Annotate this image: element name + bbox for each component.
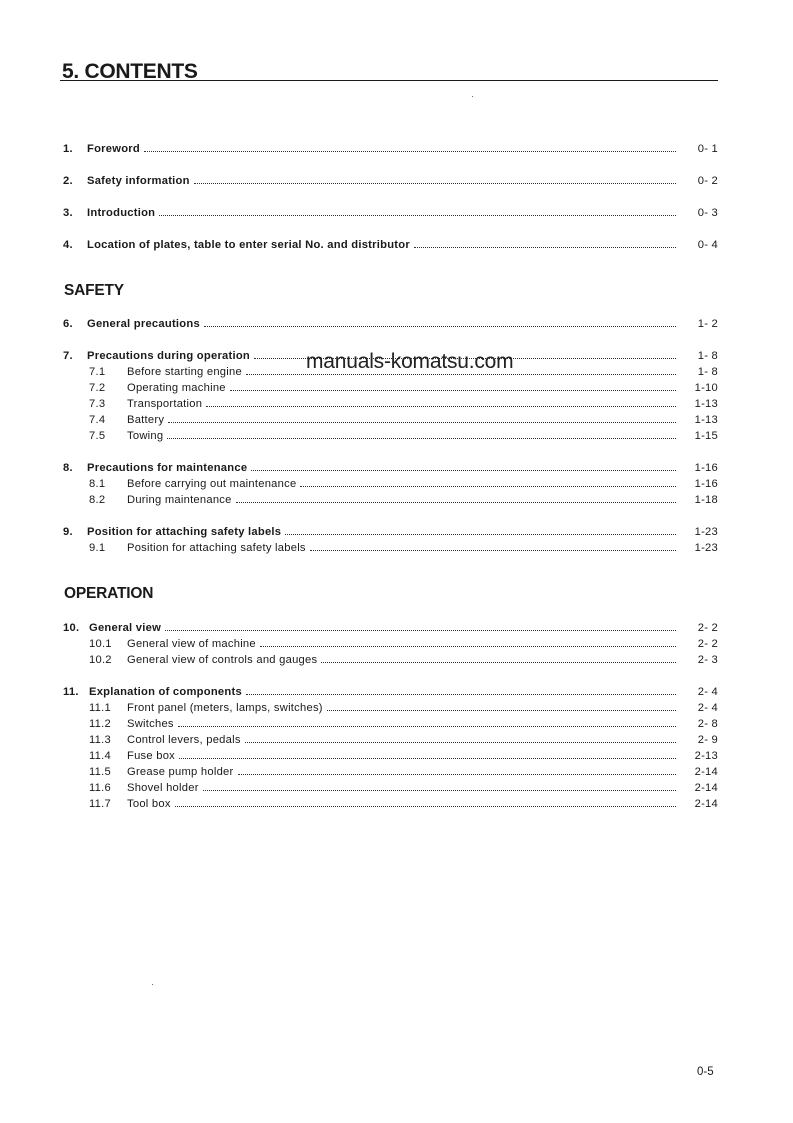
toc-entry-title: General view [89, 622, 162, 634]
toc-entry-title: Before carrying out maintenance [127, 478, 297, 490]
toc-subentry-transportation[interactable] [63, 395, 718, 410]
dot-leader [260, 646, 676, 647]
toc-entry-title: Shovel holder [127, 782, 199, 794]
title-divider [60, 80, 718, 81]
toc-subentry-switches[interactable] [63, 715, 718, 730]
toc-entry-title: Explanation of components [89, 686, 242, 698]
toc-entry-title: Position for attaching safety labels [87, 526, 282, 538]
toc-entry-number: 10.1 [89, 638, 112, 650]
toc-entry-precautions-for-maintenance[interactable] [63, 459, 718, 474]
toc-entry-page: 1- 8 [697, 366, 718, 378]
toc-entry-explanation-of-components[interactable] [63, 683, 718, 698]
toc-entry-number: 11.3 [89, 734, 111, 746]
toc-entry-page: 1-23 [694, 542, 718, 554]
toc-entry-foreword[interactable] [63, 140, 718, 155]
dot-leader [321, 662, 676, 663]
toc-subentry-front-panel[interactable] [63, 699, 718, 714]
page-number: 0-5 [697, 1066, 714, 1078]
toc-entry-page: 2-13 [694, 750, 718, 762]
toc-entry-number: 4. [63, 239, 73, 251]
toc-subentry-during-maintenance[interactable] [63, 491, 718, 506]
toc-entry-page: 2- 4 [697, 702, 718, 714]
dot-leader [300, 486, 676, 487]
toc-entry-title: Before starting engine [127, 366, 242, 378]
toc-entry-page: 1-23 [694, 526, 718, 538]
toc-entry-title: Introduction [87, 207, 156, 219]
toc-subentry-towing[interactable] [63, 427, 718, 442]
toc-entry-number: 10. [63, 622, 80, 634]
toc-entry-number: 8. [63, 462, 73, 474]
toc-entry-title: Operating machine [127, 382, 226, 394]
toc-entry-general-view[interactable] [63, 619, 718, 634]
dot-leader [165, 630, 676, 631]
toc-subentry-operating-machine[interactable] [63, 379, 718, 394]
toc-entry-title: Fuse box [127, 750, 176, 762]
toc-entry-page: 0- 4 [697, 239, 718, 251]
scan-speck [472, 96, 473, 97]
toc-entry-title: Battery [127, 414, 165, 426]
toc-entry-title: Safety information [87, 175, 190, 187]
dot-leader [168, 422, 676, 423]
toc-entry-title: Towing [127, 430, 164, 442]
toc-entry-number: 11.4 [89, 750, 111, 762]
toc-entry-number: 8.2 [89, 494, 106, 506]
toc-entry-number: 11.1 [89, 702, 111, 714]
watermark-text: manuals-komatsu.com [306, 350, 514, 373]
dot-leader [194, 183, 676, 184]
dot-leader [251, 470, 676, 471]
toc-entry-introduction[interactable] [63, 204, 718, 219]
toc-entry-number: 7.1 [89, 366, 106, 378]
toc-entry-number: 8.1 [89, 478, 106, 490]
toc-entry-title: During maintenance [127, 494, 232, 506]
toc-entry-page: 1-15 [694, 430, 718, 442]
toc-entry-page: 1-13 [694, 414, 718, 426]
dot-leader [144, 151, 676, 152]
toc-entry-number: 9. [63, 526, 73, 538]
toc-entry-number: 6. [63, 318, 73, 330]
toc-entry-page: 1-16 [694, 478, 718, 490]
toc-entry-title: Transportation [127, 398, 203, 410]
toc-entry-page: 2-14 [694, 766, 718, 778]
toc-entry-page: 1-18 [694, 494, 718, 506]
dot-leader [238, 774, 677, 775]
toc-entry-title: Switches [127, 718, 174, 730]
toc-entry-number: 11.2 [89, 718, 111, 730]
toc-entry-page: 2- 9 [697, 734, 718, 746]
toc-entry-title: Precautions during operation [87, 350, 251, 362]
toc-entry-page: 0- 2 [697, 175, 718, 187]
toc-subentry-grease-pump-holder[interactable] [63, 763, 718, 778]
toc-entry-title: Front panel (meters, lamps, switches) [127, 702, 323, 714]
dot-leader [285, 534, 676, 535]
toc-subentry-general-view-of-machine[interactable] [63, 635, 718, 650]
dot-leader [246, 374, 676, 375]
toc-entry-number: 9.1 [89, 542, 106, 554]
toc-entry-location-of-plates[interactable] [63, 236, 718, 251]
toc-entry-number: 7.5 [89, 430, 106, 442]
dot-leader [179, 758, 676, 759]
toc-entry-number: 1. [63, 143, 73, 155]
toc-entry-number: 11.7 [89, 798, 111, 810]
toc-subentry-general-view-of-controls[interactable] [63, 651, 718, 666]
toc-entry-number: 7. [63, 350, 73, 362]
toc-entry-title: General view of machine [127, 638, 256, 650]
dot-leader [203, 790, 676, 791]
toc-entry-title: Position for attaching safety labels [127, 542, 306, 554]
dot-leader [246, 694, 676, 695]
dot-leader [230, 390, 676, 391]
dot-leader [310, 550, 676, 551]
dot-leader [167, 438, 676, 439]
toc-entry-page: 0- 3 [697, 207, 718, 219]
page-title: 5. CONTENTS [62, 60, 198, 83]
toc-entry-title: General precautions [87, 318, 200, 330]
toc-entry-title: Foreword [87, 143, 140, 155]
toc-entry-position-for-safety-labels[interactable] [63, 523, 718, 538]
dot-leader [159, 215, 676, 216]
toc-entry-page: 2- 2 [697, 622, 718, 634]
toc-entry-page: 2- 4 [697, 686, 718, 698]
toc-entry-number: 11.5 [89, 766, 111, 778]
toc-entry-page: 1-13 [694, 398, 718, 410]
section-heading-safety: SAFETY [64, 282, 124, 299]
toc-entry-page: 2-14 [694, 782, 718, 794]
dot-leader [236, 502, 676, 503]
toc-entry-title: Control levers, pedals [127, 734, 241, 746]
dot-leader [327, 710, 676, 711]
toc-entry-page: 1-16 [694, 462, 718, 474]
toc-entry-number: 7.2 [89, 382, 106, 394]
dot-leader [206, 406, 676, 407]
toc-entry-page: 2- 2 [697, 638, 718, 650]
toc-entry-number: 11.6 [89, 782, 111, 794]
dot-leader [175, 806, 676, 807]
toc-subentry-fuse-box[interactable] [63, 747, 718, 762]
toc-entry-number: 11. [63, 686, 79, 698]
dot-leader [414, 247, 676, 248]
toc-entry-number: 7.3 [89, 398, 106, 410]
dot-leader [204, 326, 676, 327]
toc-entry-page: 1- 8 [697, 350, 718, 362]
toc-entry-page: 0- 1 [697, 143, 718, 155]
toc-entry-title: Tool box [127, 798, 171, 810]
toc-subentry-tool-box[interactable] [63, 795, 718, 810]
toc-entry-title: Precautions for maintenance [87, 462, 248, 474]
toc-subentry-position-for-safety-labels[interactable] [63, 539, 718, 554]
toc-entry-title: Grease pump holder [127, 766, 234, 778]
toc-entry-page: 2-14 [694, 798, 718, 810]
toc-entry-number: 3. [63, 207, 73, 219]
toc-subentry-battery[interactable] [63, 411, 718, 426]
toc-subentry-before-carrying-out-maintenance[interactable] [63, 475, 718, 490]
scan-speck [152, 984, 153, 985]
toc-entry-page: 1- 2 [697, 318, 718, 330]
toc-entry-page: 2- 3 [697, 654, 718, 666]
section-heading-operation: OPERATION [64, 585, 154, 602]
toc-entry-number: 7.4 [89, 414, 106, 426]
toc-entry-safety-information[interactable] [63, 172, 718, 187]
toc-subentry-control-levers[interactable] [63, 731, 718, 746]
toc-entry-general-precautions[interactable] [63, 315, 718, 330]
toc-entry-page: 2- 8 [697, 718, 718, 730]
toc-entry-title: Location of plates, table to enter serial No. and distributor [87, 239, 410, 251]
toc-entry-number: 2. [63, 175, 73, 187]
dot-leader [245, 742, 676, 743]
toc-entry-number: 10.2 [89, 654, 112, 666]
toc-entry-title: General view of controls and gauges [127, 654, 318, 666]
toc-entry-page: 1-10 [694, 382, 718, 394]
dot-leader [178, 726, 676, 727]
toc-subentry-shovel-holder[interactable] [63, 779, 718, 794]
